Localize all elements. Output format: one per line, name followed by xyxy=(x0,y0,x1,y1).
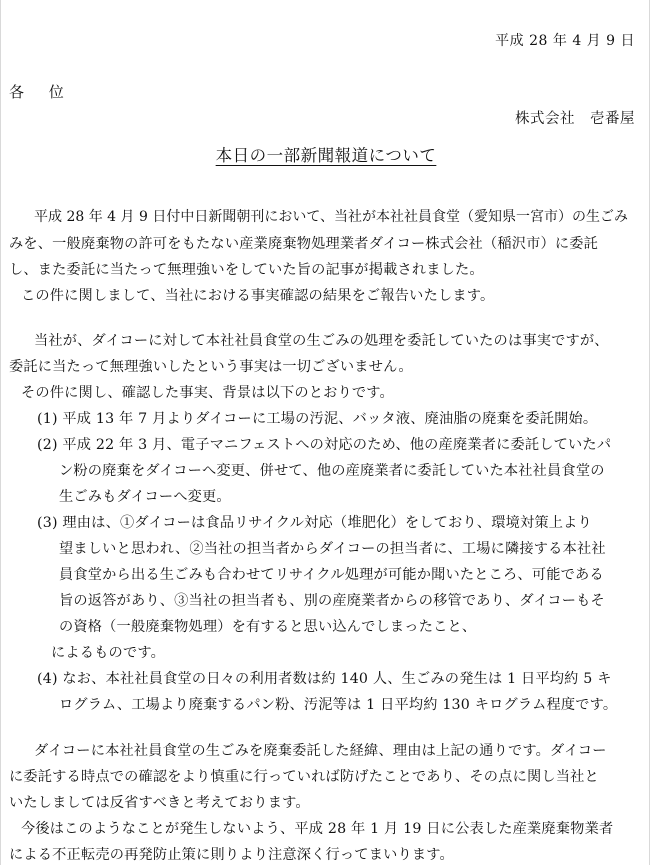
list-item-3-line-6: によるものです。 xyxy=(51,645,165,661)
document-date: 平成 28 年 4 月 9 日 xyxy=(495,33,635,49)
list-item-3-line-1: (3) 理由は、①ダイコーは食品リサイクル対応（堆肥化）をしており、環境対策上より xyxy=(37,515,592,531)
paragraph-4-line-1: その件に関し、確認した事実、背景は以下のとおりです。 xyxy=(21,385,394,401)
list-item-2-line-3: 生ごみもダイコーへ変更。 xyxy=(59,489,231,505)
list-item-3-line-5: の資格（一般廃棄物処理）を有すると思い込んでしまったこと、 xyxy=(59,619,477,635)
list-item-2-line-1: (2) 平成 22 年 3 月、電子マニフェストへの対応のため、他の産廃業者に委託していたパ xyxy=(37,437,612,453)
list-item-4-line-1: (4) なお、本社社員食堂の日々の利用者数は約 140 人、生ごみの発生は 1 日平均約 5 キ xyxy=(37,671,612,687)
paragraph-5-line-3: いたしましては反省すべきと考えております。 xyxy=(9,795,310,811)
paragraph-6-line-1: 今後はこのようなことが発生しないよう、平成 28 年 1 月 19 日に公表した産業廃棄物業者 xyxy=(21,821,614,837)
paragraph-3-line-1: 当社が、ダイコーに対して本社社員食堂の生ごみの処理を委託していたのは事実ですが、 xyxy=(34,333,609,349)
paragraph-1-line-2: みを、一般廃棄物の許可をもたない産業廃棄物処理業者ダイコー株式会社（稲沢市）に委託 xyxy=(9,236,599,252)
paragraph-5-line-2: に委託する時点での確認をより慎重に行っていれば防げたことであり、その点に関し当社と xyxy=(9,769,599,785)
list-item-4-line-2: ログラム、工場より廃棄するパン粉、汚泥等は 1 日平均約 130 キログラム程度です。 xyxy=(59,697,618,713)
list-item-3-line-3: 員食堂から出る生ごみも合わせてリサイクル処理が可能か聞いたところ、可能である xyxy=(59,567,604,583)
list-item-3-line-2: 望ましいと思われ、②当社の担当者からダイコーの担当者に、工場に隣接する本社社 xyxy=(59,541,606,557)
document-title xyxy=(1,146,650,166)
paragraph-3-line-2: 委託に当たって無理強いしたという事実は一切ございません。 xyxy=(9,359,413,375)
document-title-text: 本日の一部新聞報道について xyxy=(215,146,437,165)
list-item-1-line-1: (1) 平成 13 年 7 月よりダイコーに工場の汚泥、バッタ液、廃油脂の廃棄を委託開始。 xyxy=(37,411,598,427)
paragraph-1-line-3: し、また委託に当たって無理強いをしていた旨の記事が掲載されました。 xyxy=(9,262,484,278)
paragraph-1-line-1: 平成 28 年 4 月 9 日付中日新聞朝刊において、当社が本社社員食堂（愛知県一宮市）の生ごみ xyxy=(34,209,629,225)
list-item-2-line-2: ン粉の廃棄をダイコーへ変更、併せて、他の産廃業者に委託していた本社社員食堂の xyxy=(59,463,605,479)
addressee: 各 位 xyxy=(9,83,74,101)
paragraph-5-line-1: ダイコーに本社社員食堂の生ごみを廃棄委託した経緯、理由は上記の通りです。ダイコー xyxy=(34,743,607,759)
paragraph-6-line-2: による不正転売の再発防止策に則りより注意深く行ってまいります。 xyxy=(9,847,454,863)
paragraph-2-line-1: この件に関しまして、当社における事実確認の結果をご報告いたします。 xyxy=(21,288,495,304)
company-name: 株式会社 壱番屋 xyxy=(515,111,635,127)
list-item-3-line-4: 旨の返答があり、③当社の担当者も、別の産廃業者からの移管であり、ダイコーもそ xyxy=(59,593,605,609)
